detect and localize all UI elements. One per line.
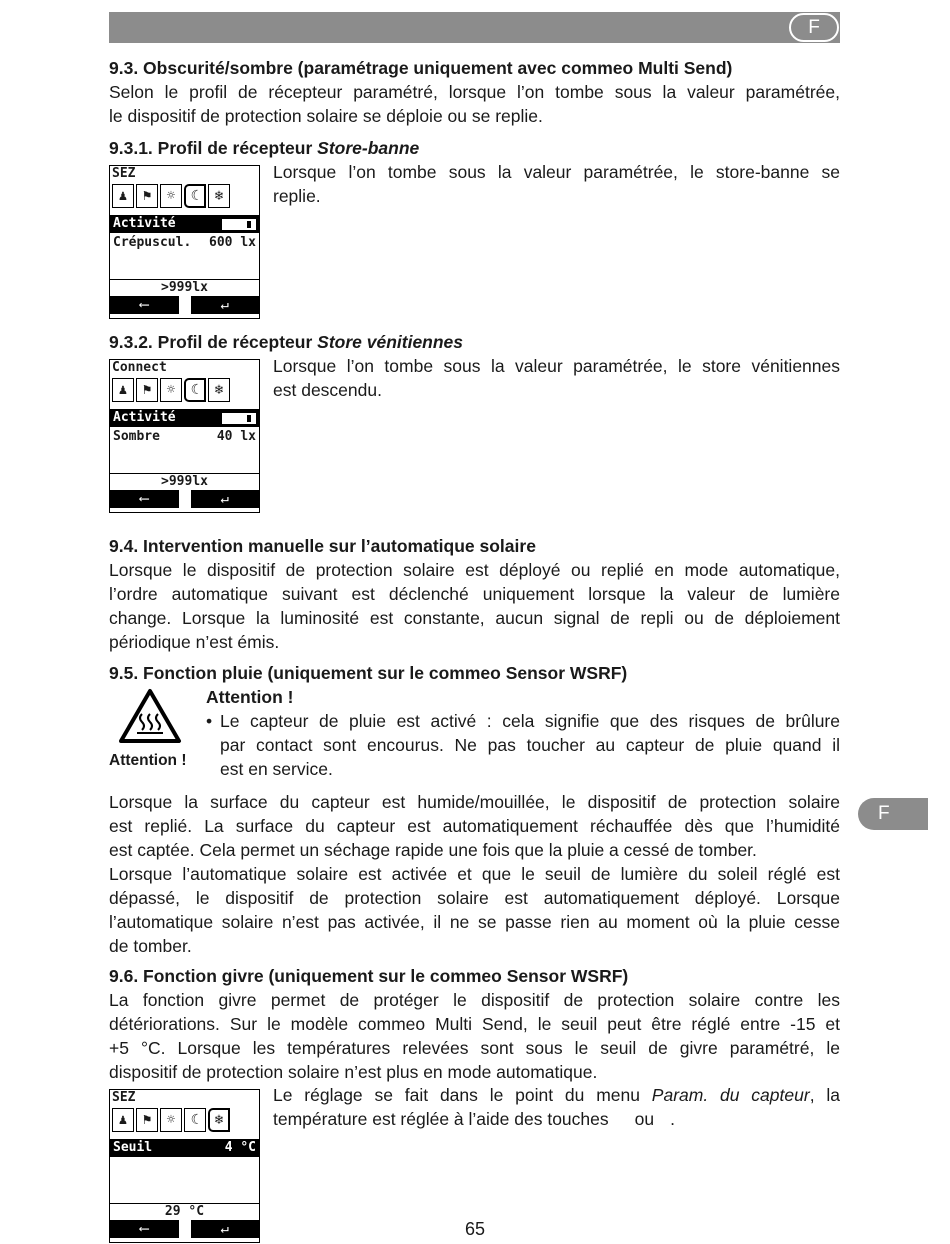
attention-text: Le capteur de pluie est activé : cela signifie que des risques de brûlure par contact sont encourus. Ne pas toucher au capteur de pluie quand il est en service. [220,711,840,779]
section-9-5-text: Lorsque la surface du capteur est humide/mouillée, le dispositif de protection solaire est replié. La surface du capteur est automatiquement réchauffée dès que l’humidité est captée. Cela permet un séchage rapide une fois que la pluie a cessé de tomber. Lorsque l’automatique solaire est activée et que le seuil de lumière du soleil réglé est dépassé, le dispositif de protection solaire est automatiquement déployé. Lorsque l’automatique solaire n’est pas activée, il ne se passe rien au moment où la pluie cesse de tomber. [109,792,840,956]
section-9-3-2-heading: 9.3.2. Profil de récepteur Store vénitiennes [109,332,464,352]
header-bar [109,12,840,43]
enter-arrow-icon: ↵ [191,490,260,508]
toggle-icon [222,413,256,424]
screen-softkeys [110,1220,259,1238]
section-9-3-heading: 9.3. Obscurité/sombre (paramétrage uniquement avec commeo Multi Send) [109,58,733,78]
section-9-3-text: Selon le profil de récepteur paramétré, lorsque l’on tombe sous la valeur paramétrée, le dispositif de protection solaire se déploie ou se replie. [109,82,840,126]
screen-title: SEZ [112,166,136,181]
section-9-6-heading: 9.6. Fonction givre (uniquement sur le commeo Sensor WSRF) [109,966,629,986]
device-screen-givre [109,1089,260,1243]
section-9-6-side-text: Le réglage se fait dans le point du menu Param. du capteur, la température est réglée à l’aide des touches ou . [273,1085,840,1129]
threshold-row: Crépuscul. 600 lx [113,235,256,250]
person-icon: ♟ [112,184,134,208]
moon-icon: ☾ [184,1108,206,1132]
hot-surface-warning-icon [118,688,182,744]
current-lux-value: >999lx [110,473,259,490]
back-arrow-icon: ⟵ [110,1220,179,1238]
screen-title: SEZ [112,1090,136,1105]
section-9-3-1-heading: 9.3.1. Profil de récepteur Store-banne [109,138,420,158]
section-9-3-2-text: Lorsque l’on tombe sous la valeur paramétrée, le store vénitiennes est descendu. [273,356,840,400]
screen-icon-row [110,1106,259,1136]
person-icon: ♟ [112,378,134,402]
enter-arrow-icon: ↵ [191,296,260,314]
activity-row: Activité [110,215,259,233]
wind-flag-icon: ⚑ [136,378,158,402]
sun-icon: ☼ [160,184,182,208]
screen-softkeys [110,490,259,508]
sun-icon: ☼ [160,1108,182,1132]
snowflake-icon: ❄ [208,184,230,208]
section-9-4-heading: 9.4. Intervention manuelle sur l’automatique solaire [109,536,536,556]
device-screen-store-venitiennes [109,359,260,513]
language-tab: F [789,13,839,42]
back-arrow-icon: ⟵ [110,296,179,314]
wind-flag-icon: ⚑ [136,1108,158,1132]
snowflake-icon: ❄ [208,1108,230,1132]
side-language-tab: F [858,798,928,830]
sun-icon: ☼ [160,378,182,402]
threshold-row: Sombre 40 lx [113,429,256,444]
moon-icon: ☾ [184,184,206,208]
back-arrow-icon: ⟵ [110,490,179,508]
screen-icon-row [110,376,259,406]
bullet-mark: • [206,711,213,731]
page-number: 65 [464,1219,486,1239]
screen-title: Connect [112,360,167,375]
wind-flag-icon: ⚑ [136,184,158,208]
person-icon: ♟ [112,1108,134,1132]
section-9-3-1-text: Lorsque l’on tombe sous la valeur paramétrée, le store-banne se replie. [273,162,840,206]
toggle-icon [222,219,256,230]
section-9-5-heading: 9.5. Fonction pluie (uniquement sur le commeo Sensor WSRF) [109,663,628,683]
enter-arrow-icon: ↵ [191,1220,260,1238]
current-lux-value: >999lx [110,279,259,296]
threshold-row: Seuil 4 °C [110,1139,259,1157]
screen-icon-row [110,182,259,212]
section-9-6-text: La fonction givre permet de protéger le dispositif de protection solaire contre les détériorations. Sur le modèle commeo Multi Send, le seuil peut être réglé entre -15 et +5 °C. Lorsque les températures relevées sont sous le seuil de givre paramétré, le dispositif de protection solaire n’est plus en mode automatique. [109,990,840,1082]
attention-caption: Attention ! [109,752,187,769]
screen-softkeys [110,296,259,314]
attention-title: Attention ! [206,687,294,707]
moon-icon: ☾ [184,378,206,402]
snowflake-icon: ❄ [208,378,230,402]
device-screen-store-banne [109,165,260,319]
activity-row: Activité [110,409,259,427]
section-9-4-text: Lorsque le dispositif de protection solaire est déployé ou replié en mode automatique, l’ordre automatique suivant est déclenché uniquement lorsque la valeur de lumière change. Lorsque la luminosité est constante, aucun signal de repli ou de déploiement périodique n’est émis. [109,560,840,652]
current-temperature-value: 29 °C [110,1203,259,1220]
